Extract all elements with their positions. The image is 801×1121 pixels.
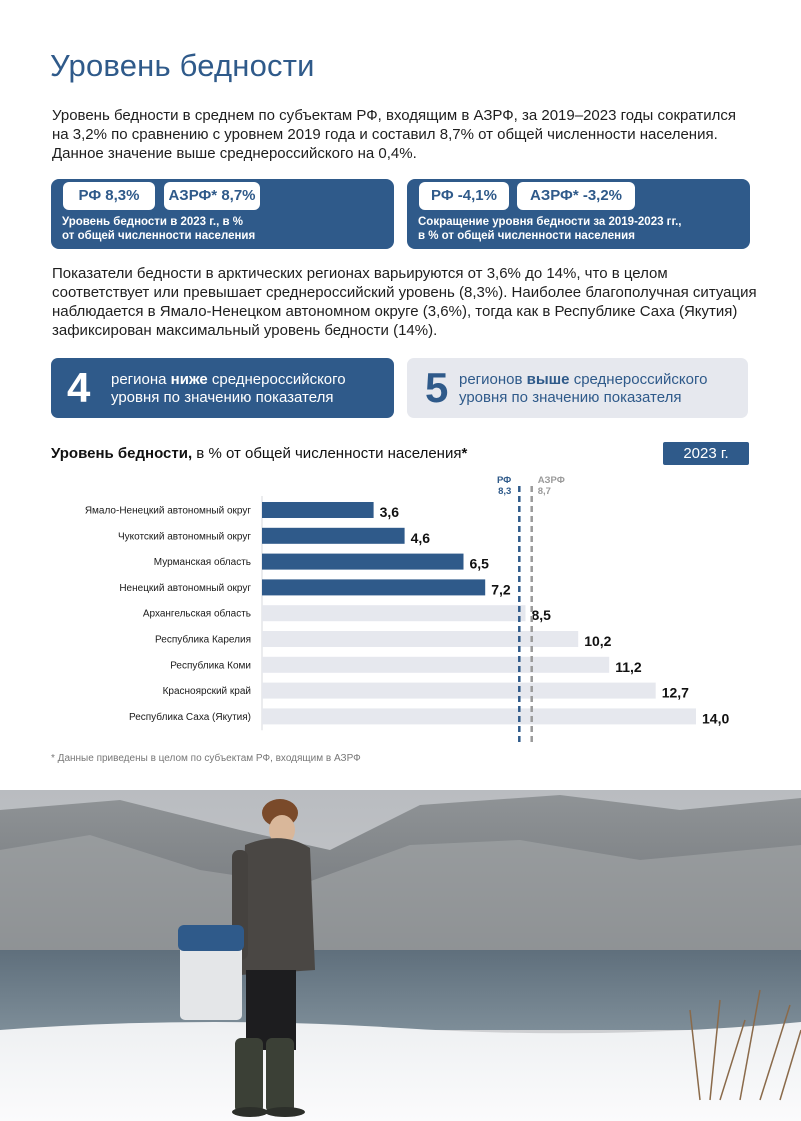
category-label: Красноярский край [162,686,251,698]
poverty-reduction-caption [418,215,682,243]
count-text-post: среднероссийского [207,371,346,388]
below-count-number: 4 [67,364,91,411]
bar [262,579,485,595]
above-average-count-box [407,358,748,418]
intro-paragraph: Уровень бедности в среднем по субъектам РФ, входящим в АЗРФ, за 2019–2023 годы сократился на 3,2% по сравнению с уровнем 2019 года и составил 8,7% от общей численности населения. Данное значение выше среднероссийского на 0,4%. [52,107,737,162]
count-text-pre: региона [111,371,171,388]
category-label: Республика Саха (Якутия) [128,711,251,723]
rf-level-pill: РФ 8,3% [63,182,155,210]
value-label: 11,2 [615,658,642,675]
caption-line: Уровень бедности в 2023 г., в % [62,216,243,228]
bar [262,708,696,724]
bar [262,502,374,518]
bar [262,554,464,570]
value-label: 8,5 [531,607,551,624]
poverty-bar-chart [0,470,801,745]
above-count-number: 5 [425,364,449,411]
caption-line: Сокращение уровня бедности за 2019-2023 гг., [418,216,682,228]
body-paragraph: Показатели бедности в арктических регионах варьируются от 3,6% до 14%, что в целом соответствует или превышает среднероссийский уровень (8,3%). Наиболее благополучная ситуация наблюдается в Ямало-Ненецком автономном округе (3,6%), тогда как в Республике Саха (Якутия) зафиксирован максимальный уровень бедности (14%). [52,265,757,339]
count-text-line2: уровня по значению показателя [459,389,682,406]
poverty-reduction-box [407,179,750,249]
lake [0,950,801,1030]
category-label: Ямало-Ненецкий автономный округ [84,505,251,517]
category-label: Мурманская область [153,557,251,569]
reference-line-label: АЗРФ [537,475,565,486]
above-count-text [459,371,707,407]
caption-line: от общей численности населения [62,230,256,242]
winter-lake-photo [0,790,801,1121]
bar [262,657,609,673]
count-text-bold: выше [526,371,570,388]
poverty-level-box [51,179,394,249]
chart-title-bold: Уровень бедности, [51,445,193,462]
caption-line: в % от общей численности населения [418,230,635,242]
azrf-reduction-pill: АЗРФ* -3,2% [517,182,635,210]
value-label: 6,5 [469,555,489,572]
reference-line-value: 8,7 [537,486,551,497]
category-label: Республика Карелия [155,634,251,646]
category-label: Республика Коми [170,660,251,672]
poverty-level-caption [62,215,255,243]
count-text-post: среднероссийского [569,371,708,388]
value-label: 4,6 [410,529,431,546]
chart-title-rest: в % от общей численности населения [192,445,462,462]
bar [262,528,405,544]
category-label: Ненецкий автономный округ [119,582,251,594]
below-average-count-box [51,358,394,418]
chart-title [51,445,467,462]
bar [262,683,656,699]
azrf-level-pill: АЗРФ* 8,7% [164,182,260,210]
chart-title-star: * [461,445,468,462]
value-label: 3,6 [379,504,400,520]
reference-line-value: 8,3 [498,486,512,497]
rf-reduction-pill: РФ -4,1% [419,182,509,210]
year-badge: 2023 г. [663,442,749,465]
page-title: Уровень бедности [50,48,315,83]
below-count-text [111,371,346,407]
reference-line-label: РФ [496,475,512,486]
value-label: 12,7 [661,684,689,701]
count-text-bold: ниже [170,371,208,388]
snow-ground [0,1022,801,1121]
photo-illustration [0,790,801,1121]
footnote: * Данные приведены в целом по субъектам РФ, входящим в АЗРФ [51,753,361,764]
value-label: 14,0 [702,710,730,727]
value-label: 10,2 [584,633,612,649]
category-label: Чукотский автономный округ [117,531,251,543]
category-label: Архангельская область [142,608,251,620]
bar [262,605,526,621]
count-text-line2: уровня по значению показателя [111,389,334,406]
count-text-pre: регионов [459,371,527,388]
value-label: 7,2 [491,581,511,598]
